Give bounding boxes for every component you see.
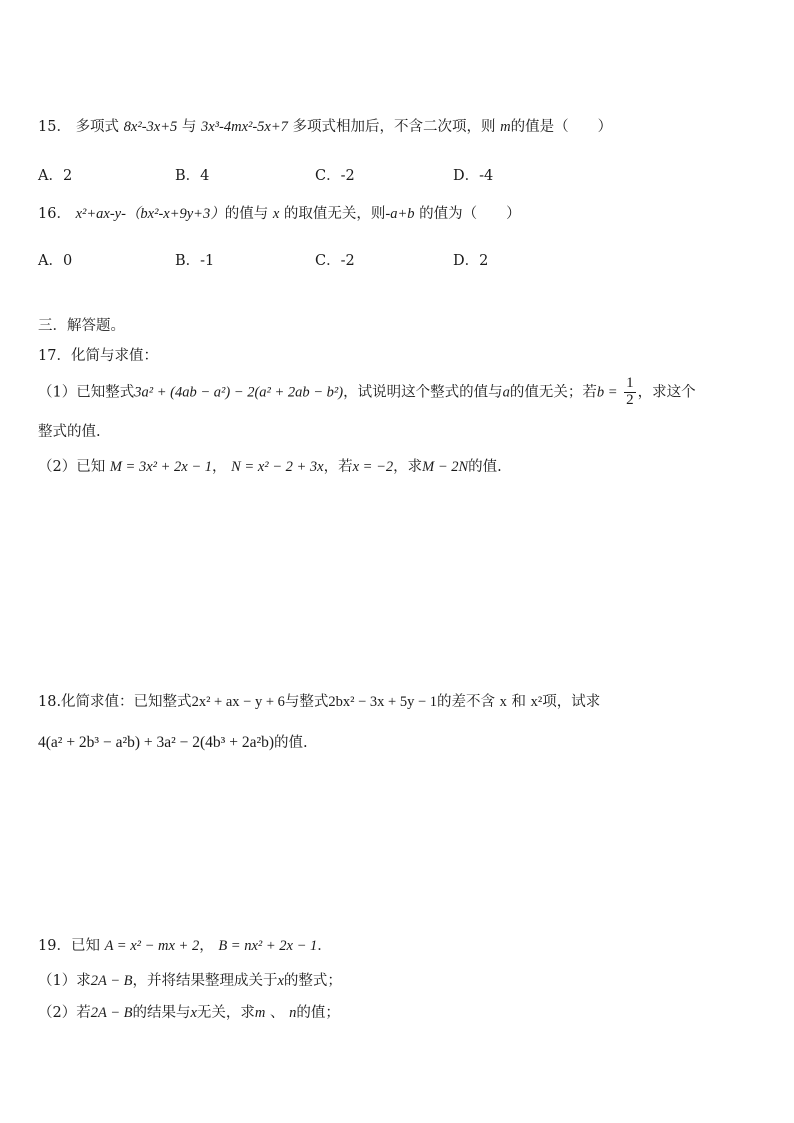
question-text: 的值.	[274, 735, 308, 751]
q17-part-1-cont: 整式的值.	[38, 424, 101, 440]
question-text: 的取值无关，则	[283, 206, 386, 222]
question-text: 无关，求	[196, 1005, 255, 1021]
question-text: ，求这个	[637, 384, 696, 401]
option-b: B．-1	[175, 253, 215, 269]
question-text: 19．已知	[38, 938, 100, 954]
question-text: 的值为（ ）	[419, 206, 521, 222]
question-15	[38, 119, 612, 136]
option-d: D．-4	[453, 168, 494, 184]
question-text: ，求	[393, 459, 423, 475]
part-label: （1）已知整式	[38, 384, 135, 401]
question-text: 18.化简求值：已知整式	[38, 694, 192, 710]
expression-b: B = nx² + 2x − 1	[218, 938, 318, 954]
part-label: （2）已知	[38, 459, 106, 475]
question-19: 19．已知 A = x² − mx + 2， B = nx² + 2x − 1．	[38, 938, 332, 954]
expression: 2A − B	[90, 973, 133, 989]
polynomial-1: 2x² + ax − y + 6	[191, 694, 285, 710]
question-text: ，并将结果整理成关于	[132, 973, 278, 989]
variable-x2: x²	[530, 694, 543, 710]
question-text: 的值无关；若	[509, 384, 597, 401]
question-text: 多项式	[75, 119, 120, 135]
polynomial-2: 2bx² − 3x + 5y − 1	[328, 694, 438, 710]
question-text: 的差不含	[437, 694, 496, 710]
polynomial-2: 3x³-4mx²-5x+7	[200, 119, 288, 135]
fraction: $\frac{1}{2}$	[626, 375, 634, 408]
q17-part-1	[38, 376, 696, 409]
variable: x	[190, 1005, 197, 1021]
variable-x: x	[499, 694, 507, 710]
question-text: 的值.	[468, 459, 502, 475]
expression: 3a² + (4ab − a²) − 2(a² + 2ab − b²)	[134, 384, 344, 401]
option-c: C．-2	[315, 168, 355, 184]
question-text: 与整式	[284, 694, 329, 710]
question-18-expression	[38, 734, 308, 753]
section-title: 三．解答题。	[38, 318, 125, 334]
question-text: 的值是（ ）	[510, 119, 613, 135]
q19-part-1	[38, 973, 342, 990]
question-18: 18.化简求值：已知整式2x² + ax − y + 6与整式2bx² − 3x + 5y − 1的差不含 x 和 x²项，试求	[38, 694, 601, 710]
question-number: 16．	[38, 206, 71, 222]
question-text: 的值与	[224, 206, 269, 222]
condition: b =	[596, 384, 618, 401]
part-label: （2）若	[38, 1005, 91, 1021]
question-text: 与	[181, 119, 197, 135]
variable-n: n	[289, 1005, 297, 1021]
part-label: （1）求	[38, 973, 91, 989]
q17-part-2: （2）已知 M = 3x² + 2x − 1， N = x² − 2 + 3x，若x = −2，求M − 2N的值.	[38, 459, 502, 475]
q19-part-2: （2）若2A − B的结果与x无关，求m 、 n的值；	[38, 1005, 340, 1021]
question-text: ，试说明这个整式的值与	[343, 384, 503, 401]
question-17-title: 17．化简与求值：	[38, 348, 158, 364]
option-d: D．2	[453, 253, 489, 269]
variable: x	[272, 206, 280, 222]
variable: m	[500, 119, 511, 135]
question-text: ，若	[323, 459, 353, 475]
target-expression: M − 2N	[422, 459, 469, 475]
question-text: 的值；	[296, 1005, 340, 1021]
question-text: 项，试求	[542, 694, 601, 710]
option-a: A．0	[38, 253, 73, 269]
expression-a: A = x² − mx + 2	[104, 938, 200, 954]
option-c: C．-2	[315, 253, 355, 269]
option-a: A．2	[38, 168, 73, 184]
polynomial-1: 8x²-3x+5	[123, 119, 178, 135]
question-text: 多项式相加后，不含二次项，则	[292, 119, 496, 135]
question-text: 的结果与	[132, 1005, 191, 1021]
expression: x²+ax-y-（bx²-x+9y+3）	[75, 206, 225, 222]
expression-n: N = x² − 2 + 3x	[231, 459, 324, 475]
variable: x	[277, 973, 284, 989]
expression-m: M = 3x² + 2x − 1	[109, 459, 212, 475]
variable: a	[502, 384, 510, 401]
condition: x = −2	[352, 459, 394, 475]
expression: 4(a² + 2b³ − a²b) + 3a² − 2(4b³ + 2a²b)	[38, 734, 275, 751]
question-16	[38, 206, 521, 223]
question-text: 的整式；	[283, 973, 342, 989]
option-b: B．4	[175, 168, 210, 184]
variable-m: m	[254, 1005, 266, 1021]
expression-2: -a+b	[385, 206, 415, 222]
expression: 2A − B	[90, 1005, 133, 1021]
question-number: 15．	[38, 119, 71, 135]
